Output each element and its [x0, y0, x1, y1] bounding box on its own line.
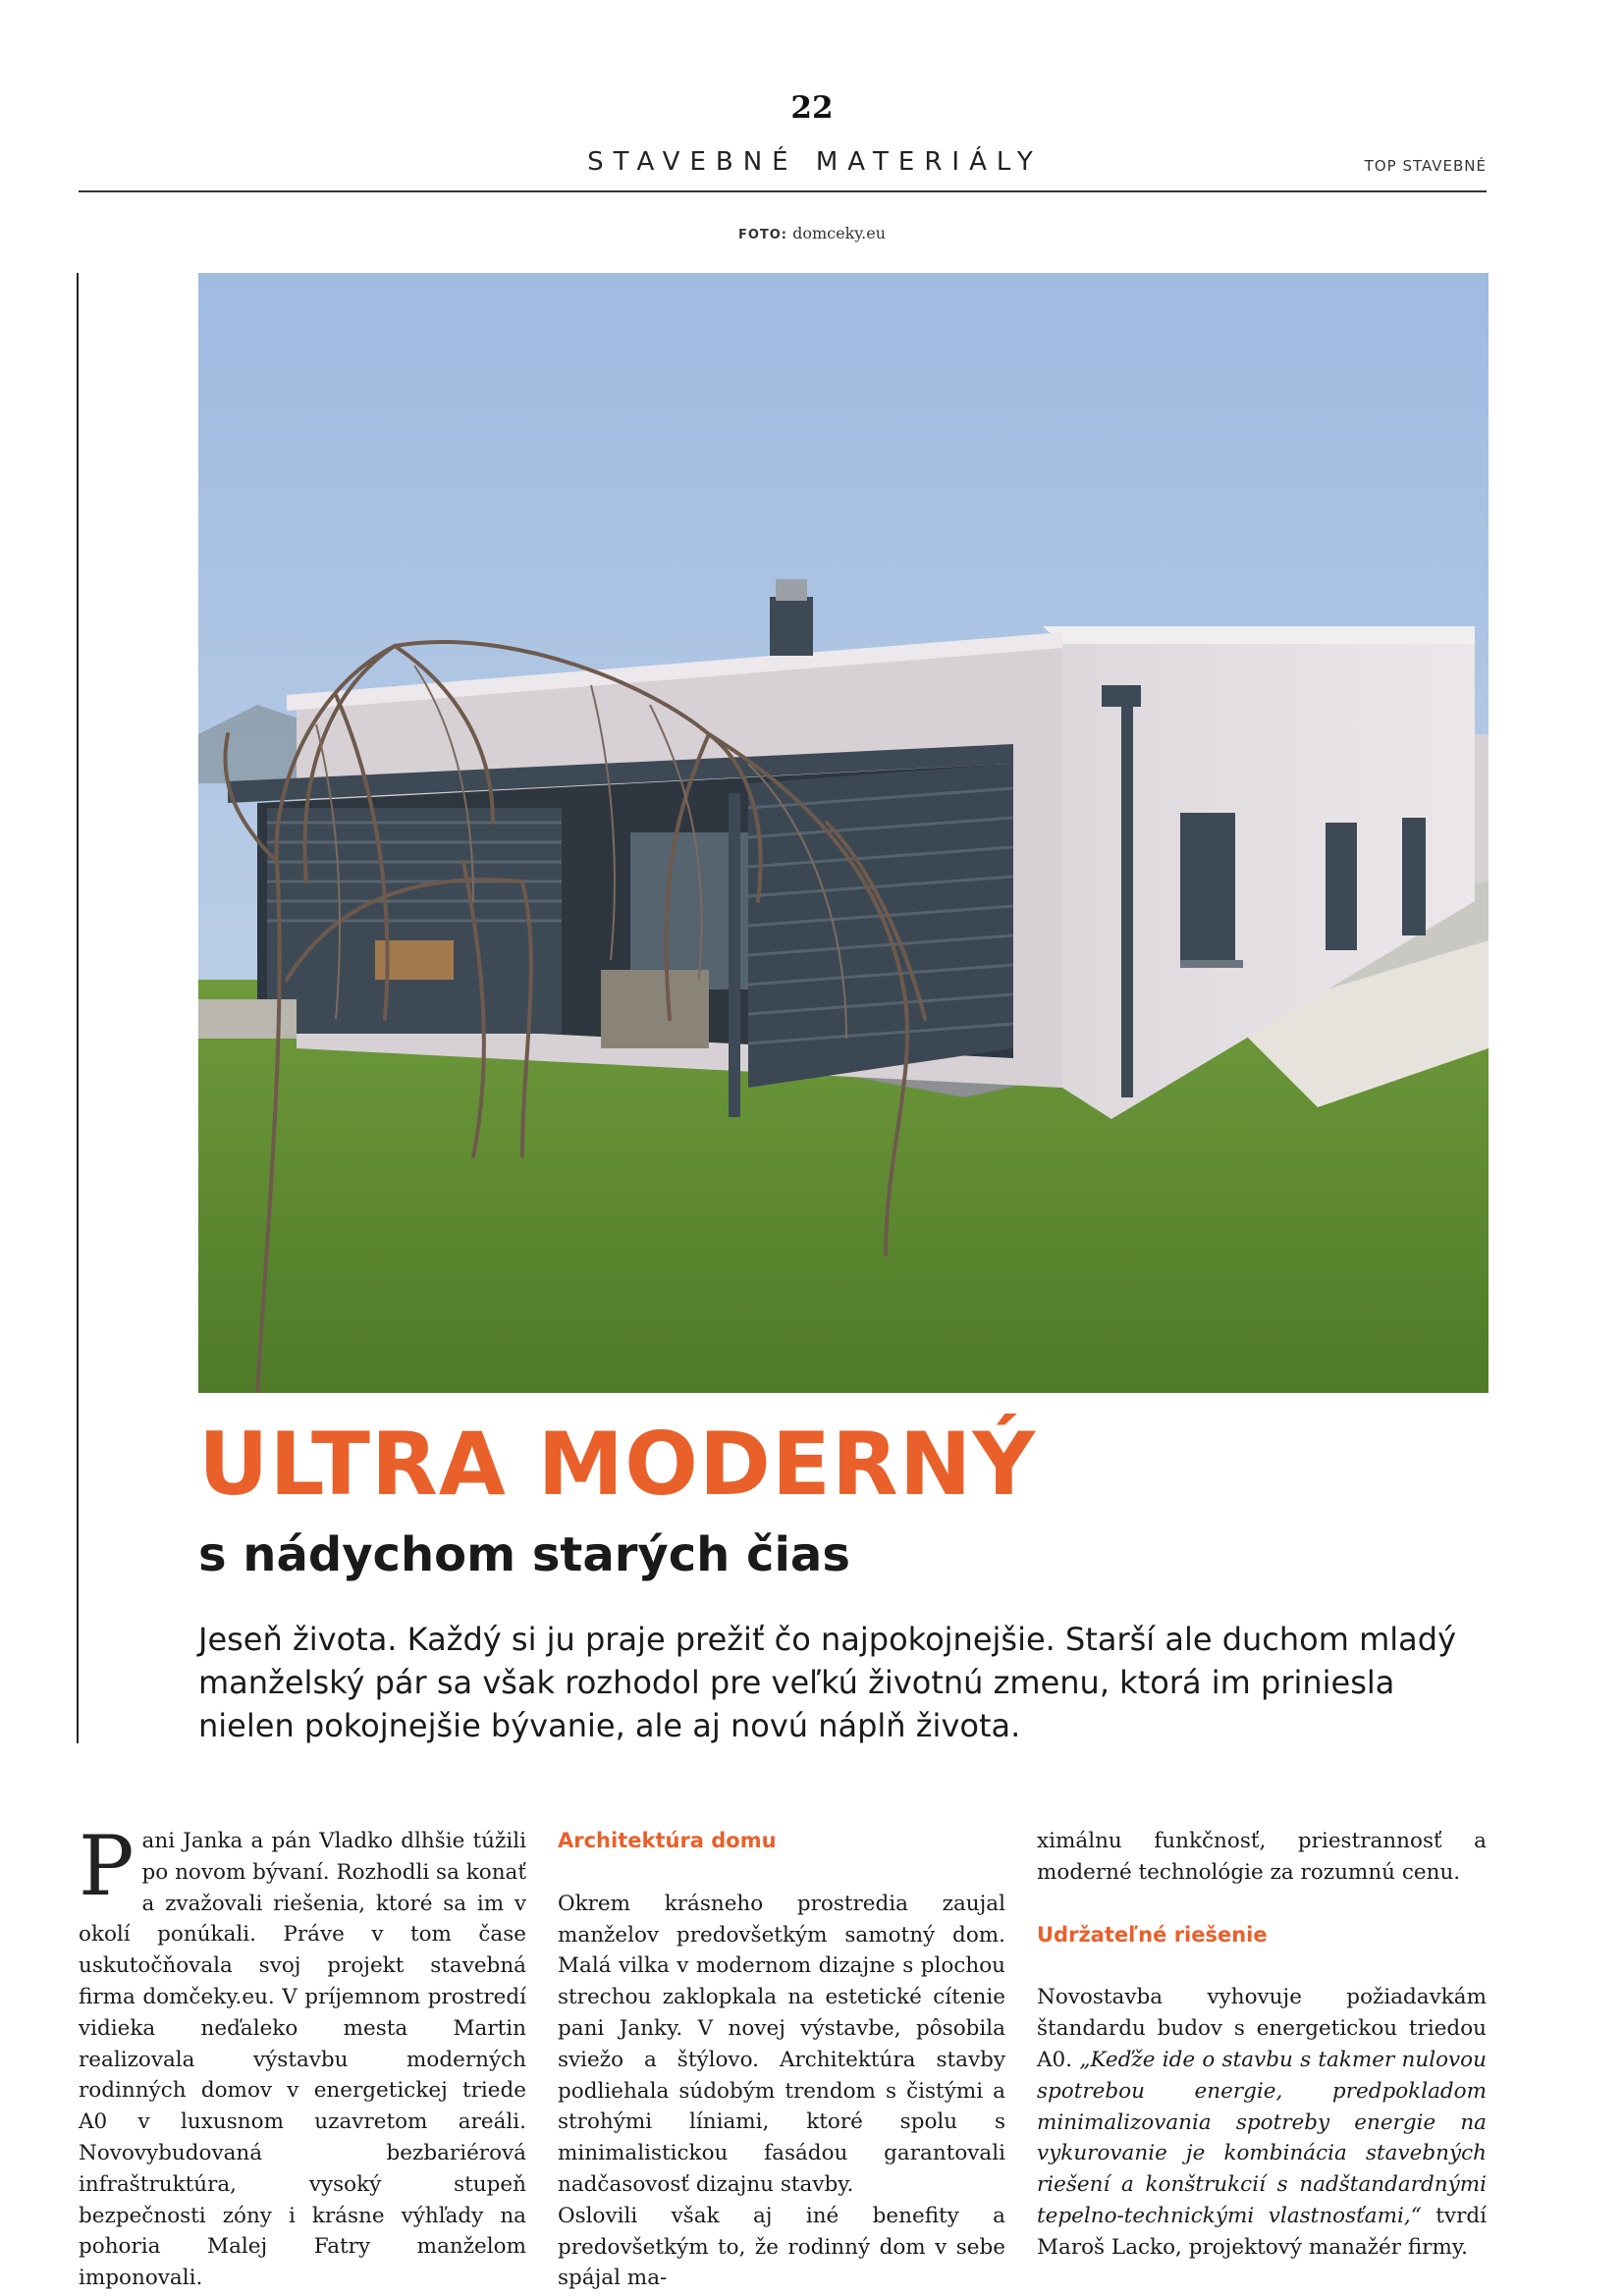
- headline: ULTRA MODERNÝ: [198, 1414, 1037, 1515]
- body-column-3: [1037, 1826, 1487, 2264]
- house-photo: [198, 273, 1489, 1393]
- col1-paragraph: ani Janka a pán Vladko dlhšie túžili po novom bývaní. Rozhodli sa konať a zvažovali riešenia, ktoré sa im v okolí ponúkali. Práve v tom čase uskutočňovala svoj projekt stavebná firma domčeky.eu. V príjemnom prostredí vidieka neďaleko mesta Martin realizovala výstavbu moderných rodinných domov v energetickej triede A0 v luxusnom uzavretom areáli. Novovybudovaná bezbariérová infraštruktúra, vysoký stupeň bezpečnosti zóny i krásne výhľady na pohoria Malej Fatry manželom imponovali.: [79, 1829, 527, 2291]
- col3-paragraph-2: [1037, 1982, 1487, 2263]
- col3-attribution: tvrdí Maroš Lacko, projektový manažér firmy.: [1037, 2203, 1487, 2260]
- lead-paragraph: Jeseň života. Každý si ju praje prežiť čo najpokojnejšie. Starší ale duchom mladý manželský pár sa však rozhodol pre veľkú životnú zmenu, ktorá im priniesla nielen pokojnejšie bývanie, ale aj novú náplň života.: [198, 1621, 1457, 1744]
- photo-credit: [0, 224, 1624, 242]
- col2-paragraph-2: Oslovili však aj iné benefity a predovšetkým to, že rodinný dom v sebe spájal ma-: [558, 2203, 1005, 2291]
- subheadline: s nádychom starých čias: [198, 1527, 850, 1582]
- subhead-sustainable: Udržateľné riešenie: [1037, 1922, 1268, 1947]
- col3-paragraph-1: ximálnu funkčnosť, priestrannosť a moderné technológie za rozumnú cenu.: [1037, 1829, 1487, 1885]
- section-title: STAVEBNÉ MATERIÁLY: [587, 147, 1043, 177]
- col2-paragraph-1: Okrem krásneho prostredia zaujal manželov predovšetkým samotný dom. Malá vilka v modernom dizajne s plochou strechou zaklopkala na estetické cítenie pani Janky. V novej výstavbe, pôsobila sviežo a štýlovo. Architektúra stavby podliehala súdobým trendom s čistými a strohými líniami, ktoré spolu s minimalistickou fasádou garantovali nadčasovosť dizajnu stavby.: [558, 1891, 1005, 2197]
- header-tag: TOP STAVEBNÉ: [1364, 157, 1487, 175]
- drop-cap: P: [79, 1818, 135, 1914]
- body-column-2: [558, 1826, 1005, 2294]
- photo-credit-label: FOTO:: [737, 228, 787, 242]
- header-rule: [79, 190, 1487, 192]
- body-column-1: [79, 1818, 527, 2294]
- col3-quote: „Keďže ide o stavbu s takmer nulovou spotrebou energie, predpokladom minimalizovania spotreby energie na vykurovanie je kombinácia stavebných riešení a konštrukcií s nadštandardnými tepelno-technickými vlastnosťami,“: [1037, 2047, 1487, 2228]
- subhead-architecture: Architektúra domu: [558, 1829, 777, 1852]
- col3-intro: Novostavba vyhovuje požiadavkám štandardu budov s energetickou triedou A0.: [1037, 1985, 1487, 2072]
- page-number: 22: [790, 90, 834, 126]
- photo-credit-source: domceky.eu: [792, 224, 887, 242]
- left-vertical-rule: [77, 273, 79, 1743]
